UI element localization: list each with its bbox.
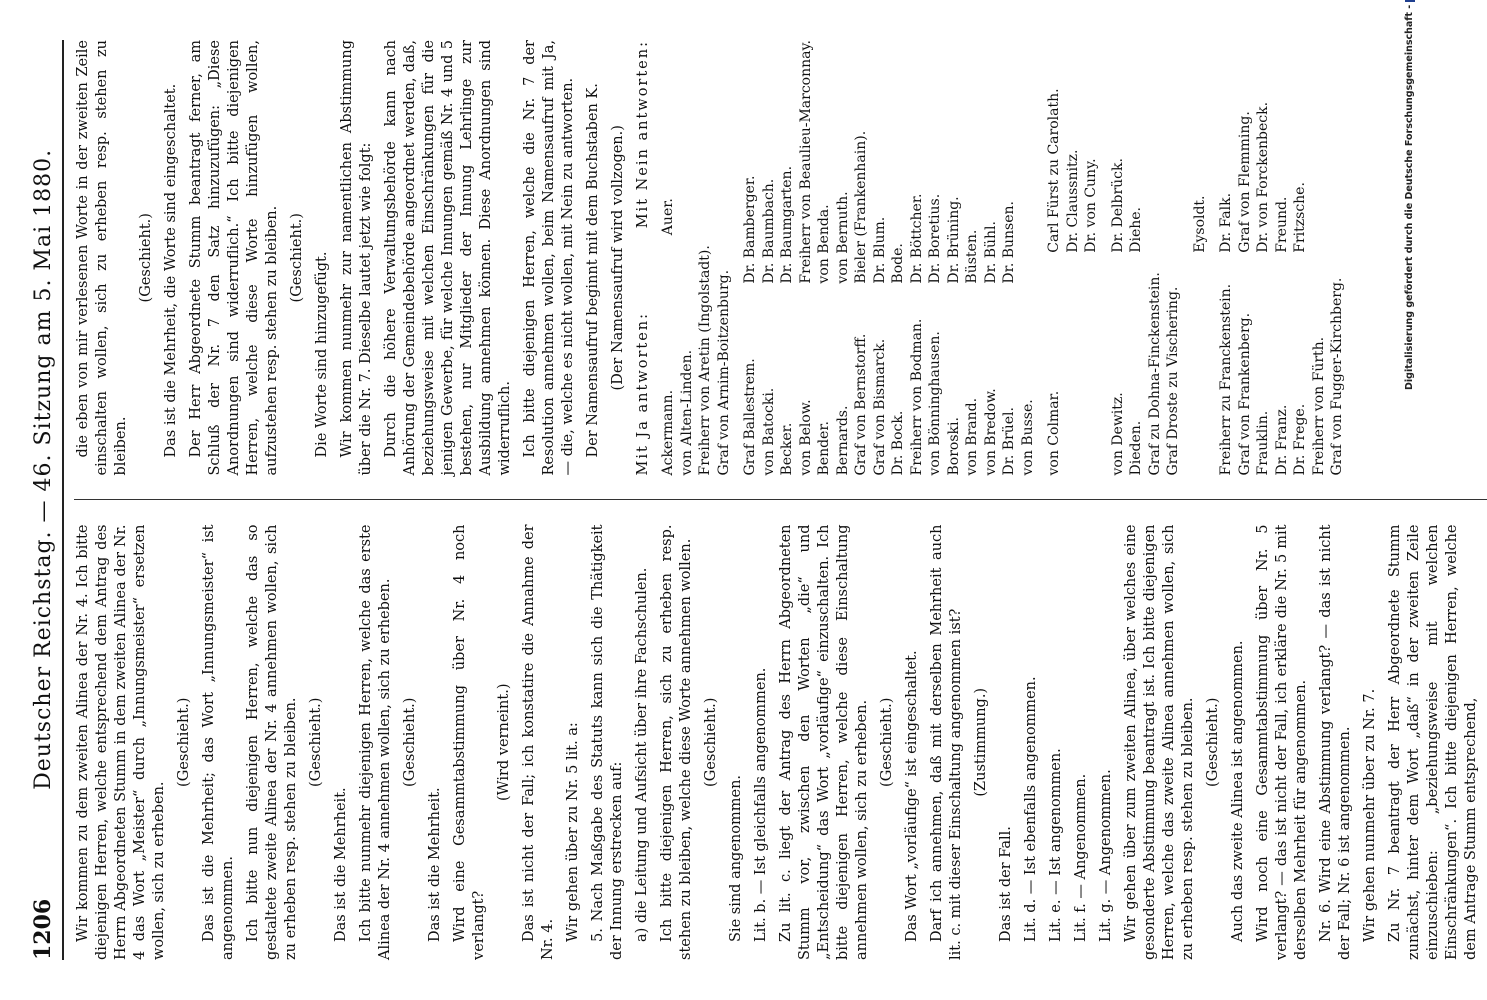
member-name: Graf von Fugger-Kirchberg. [1329, 277, 1345, 476]
member-name: Dr. Böttcher. [908, 193, 925, 284]
member-name: Graf von Arnim-Boitzenburg. [715, 269, 732, 476]
page-title: Deutscher Reichstag. — 46. Sitzung am 5. Mai 1880. [31, 148, 56, 790]
member-name: Bieler (Frankenhain). [853, 130, 869, 284]
name-group [1217, 40, 1347, 476]
paragraph: Ich bitte diejenigen Herren, welche die Nr. 7 der Resolution annehmen wollen, beim Namensaufruf mit Ja, — die, welche es nicht wollen, mit Nein zu antworten. [522, 40, 576, 476]
member-name: Bernards. [834, 405, 851, 476]
paragraph: die eben von mir verlesenen Worte in der zweiten Zeile einschalten wollen, sich zu erheben resp. stehen zu bleiben. [75, 40, 129, 476]
member-name: von Below. [797, 399, 814, 476]
paragraph: a) die Leitung und Aufsicht über ihre Fachschulen. [634, 567, 650, 942]
name-group [741, 40, 1037, 476]
running-header [30, 40, 64, 960]
paragraph: 5. Nach Maßgabe des Statuts kann sich die Thätigkeit der Innung erstrecken auf: [590, 524, 625, 960]
member-name: Dr. Falk. [1218, 192, 1234, 253]
member-name: von Bredow. [982, 388, 999, 476]
paragraph: Wird eine Gesammtabstimmung über Nr. 4 noch verlangt? [452, 524, 487, 960]
member-name: Freiherr von Beaulieu-Marconnay. [797, 40, 814, 284]
paragraph: (Der Namensaufruf wird vollzogen.) [610, 125, 626, 391]
member-name: von Alten-Linden. [678, 349, 695, 476]
name-column [1045, 263, 1101, 476]
member-name: von Benda. [816, 204, 832, 284]
paragraph: (Geschieht.) [402, 697, 418, 787]
member-name: Graf Ballestrem. [742, 358, 758, 476]
member-name: Fritzsche. [1292, 182, 1308, 253]
member-name: Dr. Delbrück. [1109, 158, 1126, 253]
name-column-empty [1191, 263, 1210, 476]
member-name: Boroski. [945, 417, 962, 476]
member-name: Dr. Baumgarten. [779, 165, 795, 284]
paragraph: Zu lit. c. liegt der Antrag des Herrn Abgeordneten Stumm vor, zwischen den Worten „die“ und „Entscheidung“ das Wort „vorläufige“ einzuschalten. Ich bitte diejenigen Herren, welche diese Einschaltung annehmen wollen, sich zu erheben. [778, 524, 870, 960]
member-name: Eysoldt. [1191, 195, 1208, 253]
paragraph: Das ist die Mehrheit. [333, 787, 349, 942]
member-name: Dr. Bamberger. [742, 175, 758, 284]
member-name: Freiherr von Bodman. [908, 318, 925, 476]
paragraph: (Zustimmung.) [973, 687, 989, 797]
member-name: Dr. Baumbach. [760, 178, 777, 284]
member-name: Diehe. [1128, 207, 1144, 253]
name-column [1191, 40, 1210, 253]
member-name: Dr. von Cuny. [1083, 158, 1099, 253]
paragraph: Lit. b. — Ist gleichfalls angenommen. [753, 667, 769, 942]
member-name: von Brand. [964, 397, 980, 476]
paragraph: (Geschieht.) [1205, 697, 1221, 787]
name-group [1045, 40, 1101, 476]
name-column [1217, 40, 1347, 253]
paragraph: Das ist die Mehrheit; das Wort „Innungsmeister“ ist angenommen. [201, 524, 236, 960]
paragraph: Auch das zweite Alinea ist angenommen. [1230, 640, 1246, 942]
paragraph: Lit. f. — Angenommen. [1073, 773, 1089, 942]
paragraph: Durch die höhere Verwaltungsbehörde kann nach Anhörung der Gemeindebehörde angeordnet werden, daß, beziehungsweise mit welchen Einschränkungen für die jenigen Gewerbe, für welche Innungen gemäß Nr. 4 und 5 bestehen, nur Mitglieder der Innung Lehrlinge zur Ausbildung annehmen können. Diese Anordnungen sind widerruflich. [383, 40, 513, 476]
paragraph: Das ist die Mehrheit, die Worte sind eingeschaltet. [163, 83, 179, 458]
member-name: Dr. Franz. [1273, 404, 1290, 476]
member-name: Freiherr von Aretin (Ingolstadt). [697, 245, 713, 476]
member-name: Dr. Frege. [1292, 403, 1308, 476]
paragraph: Lit. g. — Angenommen. [1098, 769, 1114, 942]
paragraph: Wir kommen nunmehr zur namentlichen Abstimmung über die Nr. 7. Dieselbe lautet jetzt wie folgt: [339, 40, 374, 476]
name-group [1109, 40, 1183, 476]
member-name: Freiherr zu Franckenstein. [1218, 283, 1234, 476]
right-column-text [74, 40, 628, 476]
member-name: Bender. [816, 421, 832, 476]
name-column [741, 294, 1037, 476]
paragraph: (Geschieht.) [703, 697, 719, 787]
dfg-logo [1405, 0, 1415, 2]
vote-ja-heading: Mit Ja antworten: [635, 311, 651, 476]
member-name: Dr. Boretius. [927, 193, 943, 284]
right-column [74, 40, 1487, 476]
paragraph: Die Worte sind hinzugefügt. [314, 251, 330, 458]
paragraph: Das ist der Fall. [998, 826, 1014, 942]
paragraph: Wir gehen über zum zweiten Alinea, über welches eine gesonderte Abstimmung beantragt ist. Ich bitte diejenigen Herren, welche das zweite Alinea annehmen wollen, sich zu erheben resp. stehen zu bleiben. [1123, 524, 1196, 960]
roll-call-list [659, 40, 1347, 476]
paragraph: Das ist die Mehrheit. [427, 787, 443, 942]
paragraph: (Geschieht.) [176, 697, 192, 787]
paragraph: Der Namensaufruf beginnt mit dem Buchstaben K. [585, 83, 601, 458]
paragraph: Lit. e. — Ist angenommen. [1048, 748, 1064, 942]
member-name: Dr. Bunsen. [1001, 201, 1017, 284]
name-group [1191, 40, 1210, 476]
paragraph: Darf ich annehmen, daß mit derselben Mehrheit auch lit. c. mit dieser Einschaltung angenommen ist? [929, 524, 964, 960]
paragraph: (Wird verneint.) [496, 683, 512, 801]
member-name: Freund. [1273, 196, 1290, 253]
paragraph: Wir gehen nunmehr über zu Nr. 7. [1362, 688, 1378, 942]
member-name: Auer. [660, 198, 676, 236]
member-name: Freiherr von Fürth. [1310, 336, 1327, 476]
member-name: Dr. Bühl. [982, 221, 999, 284]
paragraph: Der Herr Abgeordnete Stumm beantragt ferner, am Schluß der Nr. 7 den Satz hinzuzufügen: „Diese Anordnungen sind widerruflich.“ Ich bitte diejenigen Herren, welche diese Worte hinzufügen wollen, aufzustehen resp. stehen zu bleiben. [188, 40, 280, 476]
member-name: von Bönninghausen. [927, 331, 943, 476]
member-name: von Bernuth. [834, 191, 851, 284]
name-column [659, 245, 733, 475]
paragraph: Zu Nr. 7 beantragt der Herr Abgeordnete Stumm zunächst, hinter dem Wort „daß“ in der zweiten Zeile einzuschieben: „beziehungsweise mit welchen Einschränkungen“. Ich bitte diejenigen Herren, welche dem Antrage Stumm entsprechend, [1387, 524, 1479, 960]
member-name: Graf von Bismarck. [871, 338, 888, 476]
member-name: Dr. Blum. [871, 216, 888, 284]
name-column [1109, 263, 1183, 476]
column-divider [74, 500, 1487, 501]
member-name: Dr. Bock. [890, 410, 906, 476]
paragraph: Das ist nicht der Fall; ich konstatire die Annahme der Nr. 4. [521, 524, 556, 960]
paragraph: Sie sind angenommen. [728, 774, 744, 942]
paragraph: Ich bitte diejenigen Herren, sich zu erheben resp. stehen zu bleiben, welche diese Worte annehmen wollen. [659, 524, 694, 960]
member-name: Graf von Flemming. [1236, 111, 1253, 253]
member-name: von Colmar. [1046, 390, 1062, 476]
member-name: Graf zu Dohna-Finckenstein. [1146, 272, 1163, 476]
paragraph: Wir gehen über zu Nr. 5 lit. a: [565, 722, 581, 942]
paragraph: (Geschieht.) [879, 697, 895, 787]
paragraph: (Geschieht.) [308, 697, 324, 787]
vote-headings [634, 40, 653, 476]
paragraph: Nr. 6. Wird eine Abstimmung verlangt? — das ist nicht der Fall; Nr. 6 ist angenommen. [1318, 524, 1353, 960]
paragraph: Das Wort „vorläufige“ ist eingeschaltet. [904, 650, 920, 942]
name-column [1045, 40, 1101, 253]
member-name: Graf Droste zu Vischering. [1165, 286, 1181, 476]
member-name: Graf von Bernstorff. [853, 333, 869, 476]
name-column [1217, 263, 1347, 476]
paragraph: (Geschieht.) [138, 213, 154, 303]
member-name: Dr. von Forckenbeck. [1255, 101, 1271, 253]
member-name: Becker. [779, 422, 795, 476]
member-name: Dr. Brüel. [1001, 407, 1017, 476]
digitization-sidebar [1404, 4, 1426, 390]
name-column [1109, 40, 1183, 253]
member-name: Dr. Brüning. [945, 196, 962, 284]
digitization-credit: Digitalisierung gefördert durch die Deutsche Forschungsgemeinschaft - [1404, 4, 1415, 390]
paragraph: Ich bitte nun diejenigen Herren, welche das so gestaltete zweite Alinea der Nr. 4 annehmen wollen, sich zu erheben resp. stehen zu bleiben. [245, 524, 299, 960]
member-name: Ackermann. [660, 389, 676, 476]
vote-nein-heading: Mit Nein antworten: [635, 40, 651, 229]
member-name: von Batocki. [760, 387, 777, 476]
paragraph: Wir kommen zu dem zweiten Alinea der Nr. 4. Ich bitte diejenigen Herren, welche entsprechend dem Antrag des Herrn Abgeordneten Stumm in dem zweiten Alinea der Nr. 4 das Wort „Meister“ durch „Innungsmeister“ ersetzen wollen, sich zu erheben. [75, 524, 167, 960]
member-name: von Dewitz. [1109, 392, 1126, 476]
paragraph: Lit. d. — Ist ebenfalls angenommen. [1023, 676, 1039, 942]
name-column [741, 40, 1037, 284]
member-name: Dieden. [1128, 420, 1144, 476]
member-name: Dr. Claussnitz. [1064, 149, 1081, 253]
member-name: Frauklin. [1255, 410, 1271, 476]
member-name: Büsten. [964, 229, 980, 284]
member-name: Graf von Frankenberg. [1236, 312, 1253, 476]
member-name: Bode. [890, 243, 906, 284]
name-column [659, 40, 733, 235]
text-columns [74, 40, 1487, 960]
paragraph: Wird noch eine Gesammtabstimmung über Nr. 5 verlangt? — das ist nicht der Fall, ich erkläre die Nr. 5 mit derselben Mehrheit für angenommen. [1255, 524, 1309, 960]
left-column [74, 525, 1487, 961]
paragraph: (Geschieht.) [289, 213, 305, 303]
paragraph: Ich bitte nunmehr diejenigen Herren, welche das erste Alinea der Nr. 4 annehmen wollen, sich zu erheben. [358, 524, 393, 960]
member-name: Carl Fürst zu Carolath. [1046, 88, 1062, 253]
name-group [659, 40, 733, 476]
member-name: von Busse. [1019, 399, 1036, 476]
page-number: 1206 [30, 898, 56, 960]
